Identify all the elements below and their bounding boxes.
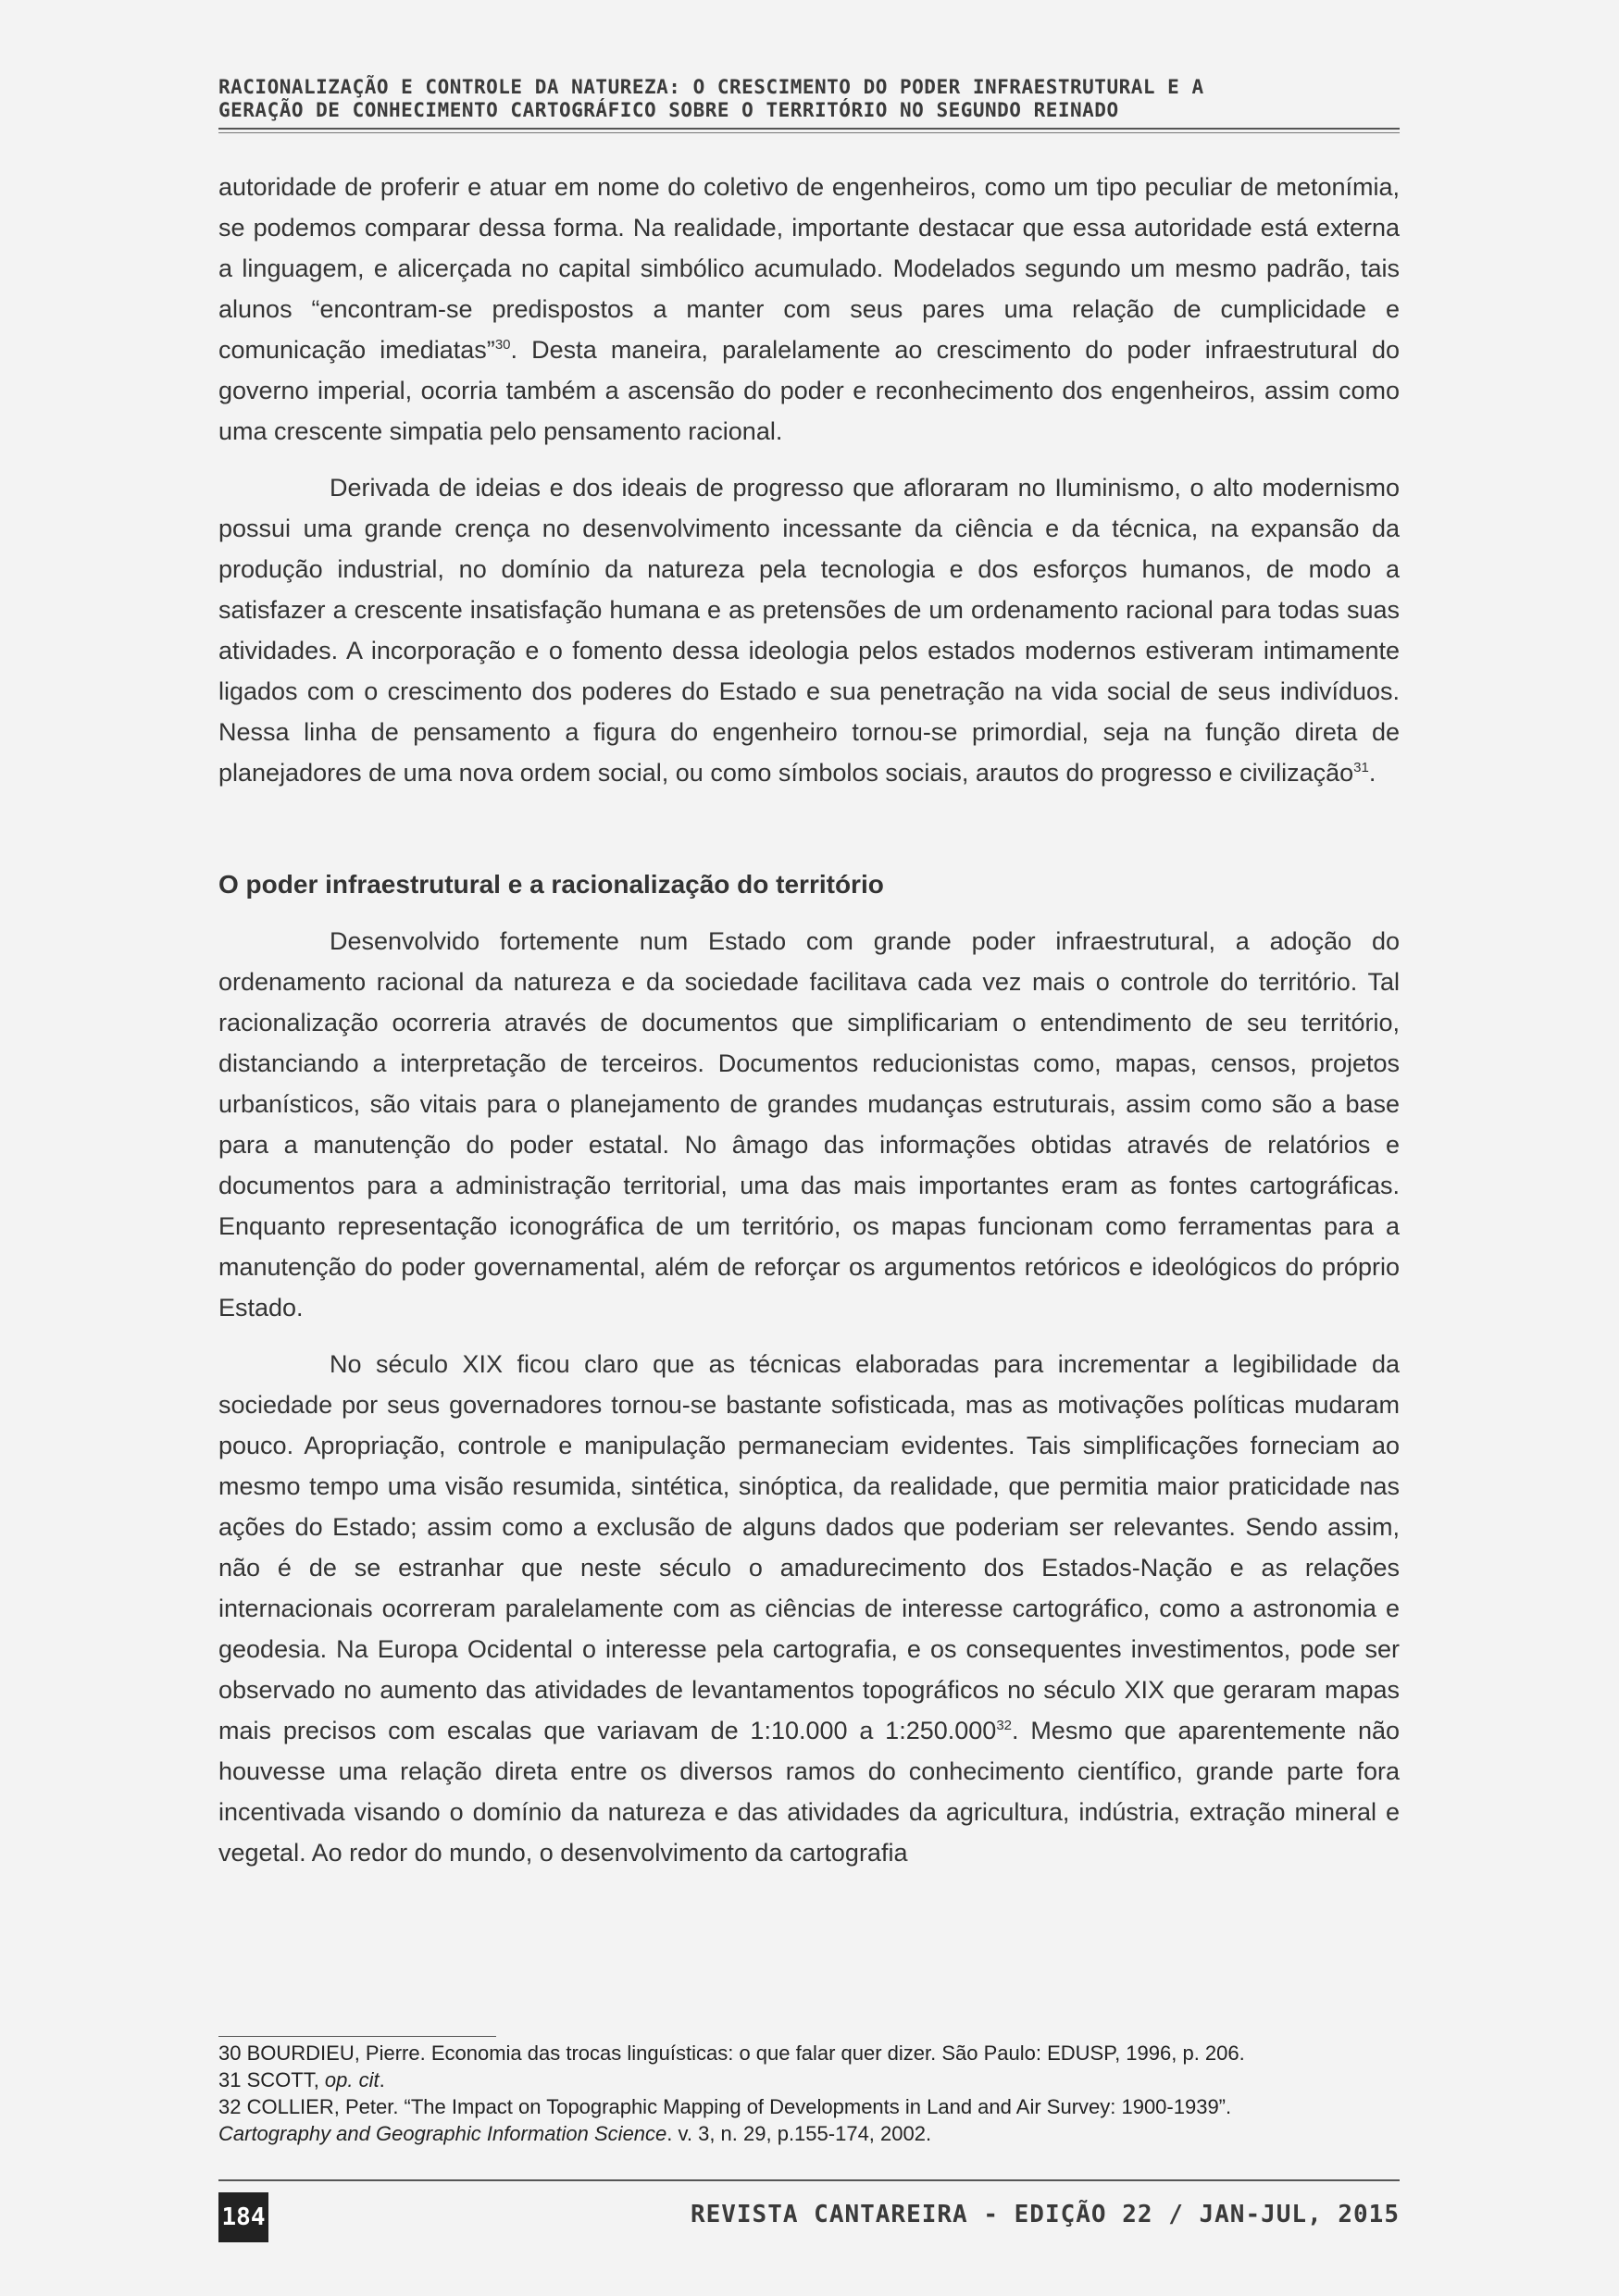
paragraph-text: autoridade de proferir e atuar em nome do coletivo de engenheiros, como um tipo peculiar de metonímia, se podemos comparar dessa forma. Na realidade, importante destacar que essa autoridade está externa a linguagem, e alicerçada no capital simbólico acumulado. Modelados segundo um mesmo padrão, tais alunos “encontram-se predispostos a manter com seus pares uma relação de cumplicidade e comunicação imediatas” xyxy=(218,173,1400,364)
paragraph-text: . Mesmo que aparentemente não houvesse uma relação direta entre os diversos ramos do conhecimento científico, grande parte fora incentivada visando o domínio da natureza e das atividades da agricultura, indústria, extração mineral e vegetal. Ao redor do mundo, o desenvolvimento da cartografia xyxy=(218,1717,1401,1867)
paragraph-text: No século XIX ficou claro que as técnicas elaboradas para incrementar a legibilidade da sociedade por seus governadores tornou-se bastante sofisticada, mas as motivações políticas mudaram pouco. Apropriação, controle e manipulação permaneciam evidentes. Tais simplificações forneciam ao mesmo tempo uma visão resumida, sintética, sinóptica, da realidade, que permitia maior praticidade nas ações do Estado; assim como a exclusão de alguns dados que poderiam ser relevantes. Sendo assim, não é de se estranhar que neste século o amadurecimento dos Estados-Nação e as relações internacionais ocorreram paralelamente com as ciências de interesse cartográfico, como a astronomia e geodesia. Na Europa Ocidental o interesse pela cartografia, e os consequentes investimentos, pode ser observado no aumento das atividades de levantamentos topográficos no século XIX que geraram mapas mais precisos com escalas que variavam de 1:10.000 a 1:250.000 xyxy=(218,1350,1400,1744)
paragraph-text: . Desta maneira, paralelamente ao crescimento do poder infraestrutural do governo imperial, ocorria também a ascensão do poder e reconhecimento dos engenheiros, assim como uma crescente simpatia pelo pensamento racional. xyxy=(218,336,1400,445)
article-body xyxy=(218,167,1400,1873)
footnote-italic: op. cit xyxy=(324,2068,380,2091)
paragraph-text: . xyxy=(1368,759,1376,787)
header-title-line1: RACIONALIZAÇÃO E CONTROLE DA NATUREZA: O CRESCIMENTO DO PODER INFRAESTRUTURAL E A xyxy=(218,76,1204,98)
footnotes xyxy=(218,2040,1400,2147)
paragraph-seculo-xix xyxy=(218,1344,1400,1873)
section-heading: O poder infraestrutural e a racionalização do território xyxy=(218,870,884,899)
paragraph-continuation xyxy=(218,167,1400,452)
footnote-italic: Cartography and Geographic Information Science xyxy=(218,2122,667,2145)
footnote-ref-32[interactable]: 32 xyxy=(996,1718,1012,1733)
paragraph-text: Derivada de ideias e dos ideais de progresso que afloraram no Iluminismo, o alto modernismo possui uma grande crença no desenvolvimento incessante da ciência e da técnica, na expansão da produção industrial, no domínio da natureza pela tecnologia e dos esforços humanos, de modo a satisfazer a crescente insatisfação humana e as pretensões de um ordenamento racional para todas suas atividades. A incorporação e o fomento dessa ideologia pelos estados modernos estiveram intimamente ligados com o crescimento dos poderes do Estado e sua penetração na vida social de seus indivíduos. Nessa linha de pensamento a figura do engenheiro tornou-se primordial, seja na função direta de planejadores de uma nova ordem social, ou como símbolos sociais, arautos do progresso e civilização xyxy=(218,474,1400,787)
page-number: 184 xyxy=(218,2192,268,2242)
paragraph-alto-modernismo xyxy=(218,467,1400,793)
footer-divider xyxy=(218,2179,1400,2181)
footnote-ref-31[interactable]: 31 xyxy=(1353,760,1369,776)
footnote-31 xyxy=(218,2066,1400,2093)
header-title-line2: GERAÇÃO DE CONHECIMENTO CARTOGRÁFICO SOBRE O TERRITÓRIO NO SEGUNDO REINADO xyxy=(218,99,1119,121)
footnote-divider xyxy=(218,2036,496,2037)
footnote-text: 32 COLLIER, Peter. “The Impact on Topographic Mapping of Developments in Land and Air Survey: 1900-1939”. xyxy=(218,2095,1232,2118)
journal-footer: REVISTA CANTAREIRA - EDIÇÃO 22 / JAN-JUL, 2015 xyxy=(690,2201,1400,2228)
footnote-30: 30 BOURDIEU, Pierre. Economia das trocas linguísticas: o que falar quer dizer. São Paulo: EDUSP, 1996, p. 206. xyxy=(218,2042,1245,2065)
footnote-text: . xyxy=(379,2068,385,2091)
footnote-ref-30[interactable]: 30 xyxy=(494,337,511,353)
running-header xyxy=(218,76,1400,133)
footnote-text: . v. 3, n. 29, p.155-174, 2002. xyxy=(666,2122,932,2145)
paragraph-racionalizacao: Desenvolvido fortemente num Estado com grande poder infraestrutural, a adoção do ordenamento racional da natureza e da sociedade facilitava cada vez mais o controle do território. Tal racionalização ocorreria através de documentos que simplificariam o entendimento de seu território, distanciando a interpretação de terceiros. Documentos reducionistas como, mapas, censos, projetos urbanísticos, são vitais para o planejamento de grandes mudanças estruturais, assim como são a base para a manutenção do poder estatal. No âmago das informações obtidas através de relatórios e documentos para a administração territorial, uma das mais importantes eram as fontes cartográficas. Enquanto representação iconográfica de um território, os mapas funcionam como ferramentas para a manutenção do poder governamental, além de reforçar os argumentos retóricos e ideológicos do próprio Estado. xyxy=(218,927,1400,1322)
header-divider xyxy=(218,128,1400,133)
footnote-32 xyxy=(218,2093,1400,2147)
footnote-text: 31 SCOTT, xyxy=(218,2068,325,2091)
